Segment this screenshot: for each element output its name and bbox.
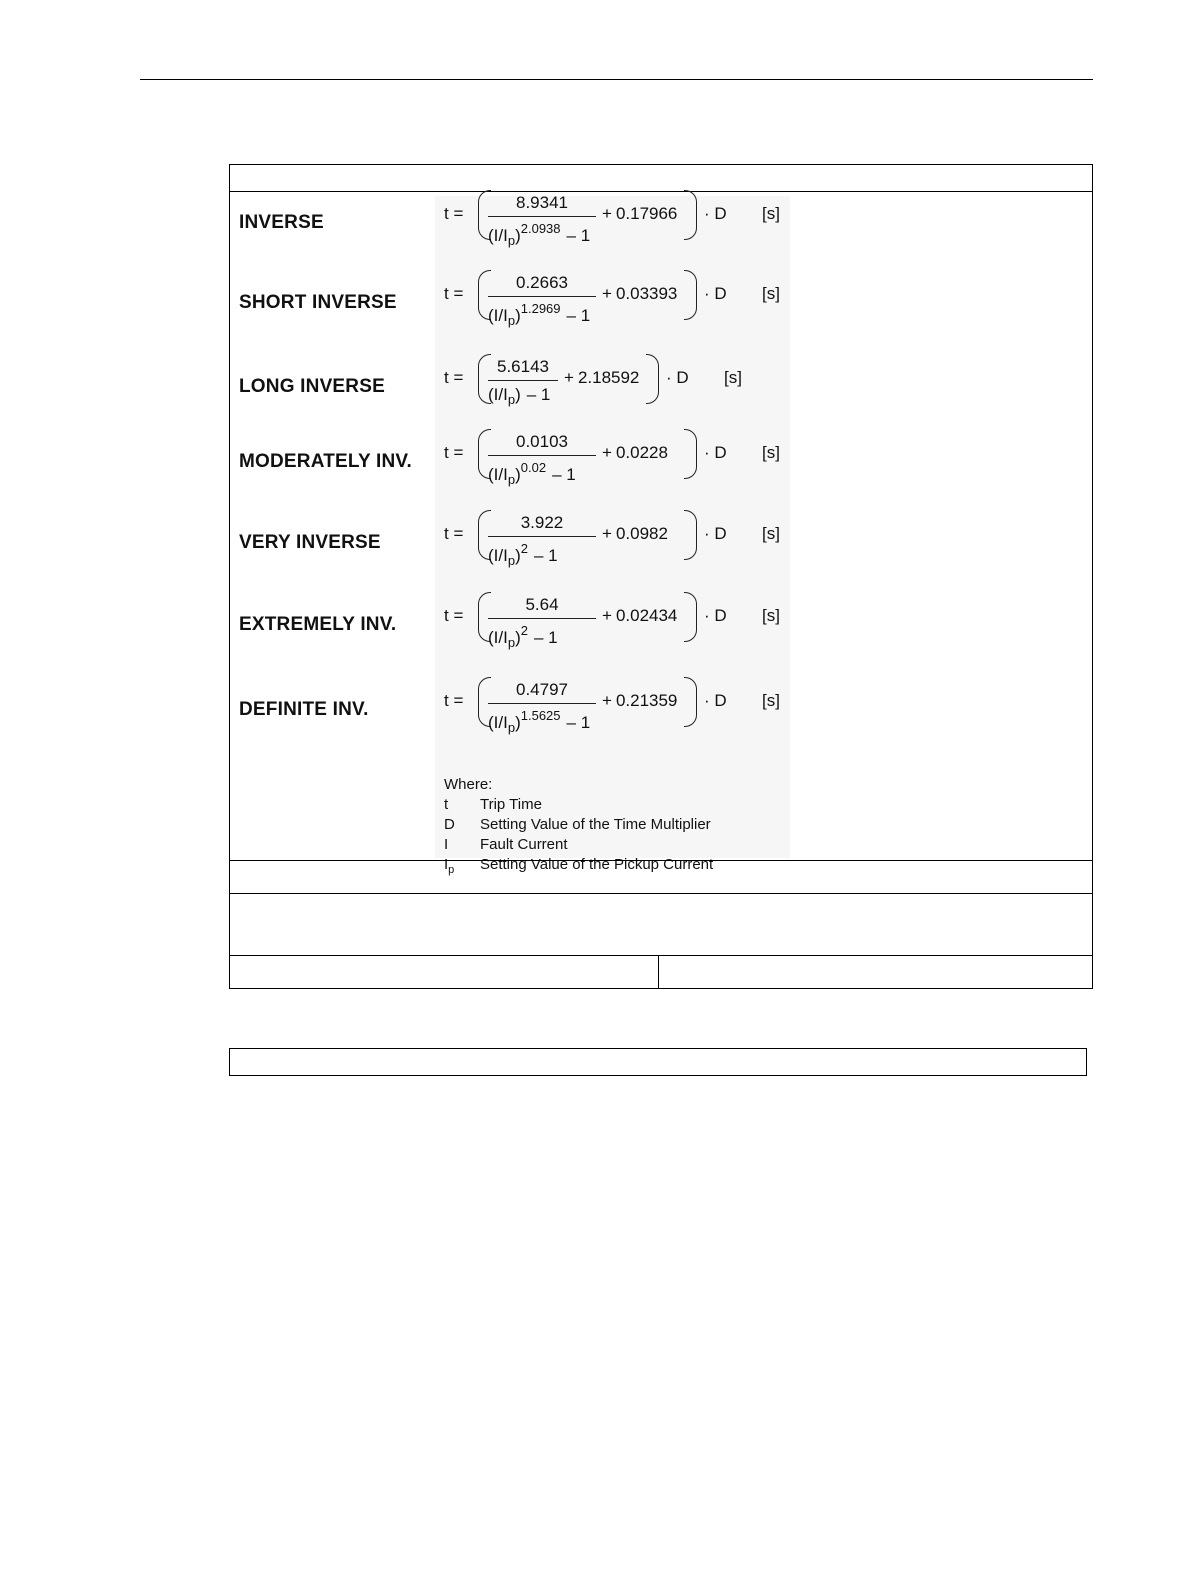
- formula-lhs: t =: [444, 368, 464, 387]
- legend-desc: Setting Value of the Time Multiplier: [480, 816, 711, 833]
- formula-lhs: t =: [444, 524, 464, 543]
- trip-time-formula: [444, 427, 824, 487]
- table-row-split: [230, 956, 1092, 988]
- formula-lhs: t =: [444, 443, 464, 462]
- trip-time-formula: [444, 268, 824, 328]
- column-divider: [658, 956, 659, 988]
- legend-symbol: $I_p$: [444, 856, 455, 876]
- curve-table: [229, 164, 1093, 989]
- right-paren: [684, 429, 697, 479]
- legend-symbol: D: [444, 816, 455, 833]
- trip-time-formula: [444, 675, 824, 735]
- formula-lhs: t =: [444, 606, 464, 625]
- right-paren: [684, 190, 697, 240]
- time-multiplier: · D: [704, 606, 727, 625]
- formula-constant: + 0.02434: [602, 606, 678, 625]
- formula-numerator: 5.64: [525, 595, 559, 614]
- trip-time-formula: [444, 590, 824, 650]
- legend-symbol: I: [444, 836, 449, 853]
- curve-name: INVERSE: [239, 212, 324, 233]
- formula-denominator: $(I/I_p)^{1.2969} - 1$: [488, 301, 591, 328]
- formula-lhs: t =: [444, 204, 464, 223]
- curve-name: SHORT INVERSE: [239, 292, 397, 313]
- formula-constant: + 2.18592: [564, 368, 640, 387]
- unit-seconds: [s]: [724, 368, 742, 387]
- right-paren: [684, 592, 697, 642]
- formula-constant: + 0.17966: [602, 204, 678, 223]
- legend-desc: Trip Time: [480, 796, 542, 813]
- formula-denominator: $(I/I_p)^2 - 1$: [488, 623, 558, 650]
- curve-name: DEFINITE INV.: [239, 699, 369, 720]
- formula-lhs: t =: [444, 284, 464, 303]
- unit-seconds: [s]: [762, 443, 780, 462]
- right-paren: [684, 270, 697, 320]
- where-title: Where:: [444, 776, 493, 793]
- formula-constant: + 0.03393: [602, 284, 678, 303]
- curve-name: LONG INVERSE: [239, 376, 385, 397]
- trip-time-formula: [444, 352, 824, 412]
- formula-numerator: 3.922: [520, 513, 564, 532]
- time-multiplier: · D: [704, 443, 727, 462]
- fraction-bar: [488, 455, 596, 456]
- formula-numerator: 8.9341: [516, 193, 568, 212]
- formula-denominator: $(I/I_p)^{0.02} - 1$: [488, 460, 576, 487]
- table-row-empty-2: [230, 894, 1092, 956]
- legend-row-d: [444, 815, 711, 835]
- fraction-bar: [488, 380, 558, 381]
- unit-seconds: [s]: [762, 606, 780, 625]
- unit-seconds: [s]: [762, 691, 780, 710]
- right-paren: [684, 510, 697, 560]
- trip-time-formula: [444, 188, 824, 248]
- time-multiplier: · D: [666, 368, 689, 387]
- header-rule: [140, 79, 1093, 80]
- trip-time-formula: [444, 508, 824, 568]
- time-multiplier: · D: [704, 284, 727, 303]
- time-multiplier: · D: [704, 524, 727, 543]
- legend-row-t: [444, 795, 542, 815]
- legend-desc: Fault Current: [480, 836, 568, 853]
- curve-name: VERY INVERSE: [239, 532, 381, 553]
- formula-denominator: $(I/I_p)^2 - 1$: [488, 541, 558, 568]
- time-multiplier: · D: [704, 691, 727, 710]
- formula-numerator: 0.4797: [516, 680, 568, 699]
- legend-symbol: t: [444, 796, 449, 813]
- formula-denominator: $(I/I_p) - 1$: [488, 385, 551, 407]
- fraction-bar: [488, 216, 596, 217]
- right-paren: [646, 354, 659, 404]
- legend-row-i: [444, 835, 568, 855]
- formula-numerator: 0.2663: [516, 273, 568, 292]
- secondary-table: [229, 1048, 1087, 1076]
- formula-numerator: 0.0103: [516, 432, 568, 451]
- unit-seconds: [s]: [762, 284, 780, 303]
- formula-numerator: 5.6143: [497, 357, 549, 376]
- fraction-bar: [488, 296, 596, 297]
- fraction-bar: [488, 536, 596, 537]
- time-multiplier: · D: [704, 204, 727, 223]
- formula-constant: + 0.21359: [602, 691, 678, 710]
- formula-lhs: t =: [444, 691, 464, 710]
- formula-constant: + 0.0228: [602, 443, 668, 462]
- formula-denominator: $(I/I_p)^{2.0938} - 1$: [488, 221, 591, 248]
- right-paren: [684, 677, 697, 727]
- formula-denominator: $(I/I_p)^{1.5625} - 1$: [488, 708, 591, 735]
- curve-name: MODERATELY INV.: [239, 451, 412, 472]
- unit-seconds: [s]: [762, 524, 780, 543]
- curve-name: EXTREMELY INV.: [239, 614, 397, 635]
- unit-seconds: [s]: [762, 204, 780, 223]
- fraction-bar: [488, 618, 596, 619]
- legend-desc: Setting Value of the Pickup Current: [480, 856, 714, 873]
- formula-area: [230, 192, 1092, 876]
- formula-constant: + 0.0982: [602, 524, 668, 543]
- table-row-empty-1: [230, 860, 1092, 894]
- fraction-bar: [488, 703, 596, 704]
